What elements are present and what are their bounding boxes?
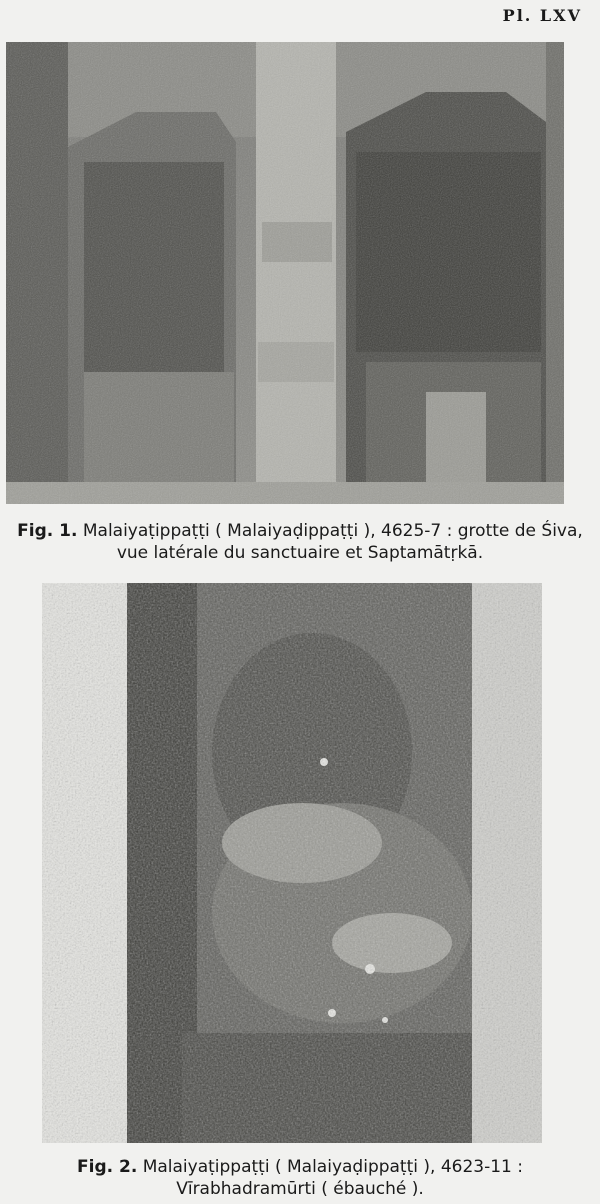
figure-2-number: Fig. 2.: [77, 1157, 138, 1177]
figure-2-caption: [0, 1156, 600, 1200]
figure-1-caption-line-2: vue latérale du sanctuaire et Saptamātṛkā.: [116, 543, 484, 563]
figure-1-caption-line-1: [0, 520, 600, 542]
figure-2-caption-line-2: Vīrabhadramūrti ( ébauché ).: [176, 1179, 424, 1199]
figure-2-photo: [42, 583, 542, 1143]
figure-1-photo: [6, 42, 564, 504]
figure-1-caption: [0, 520, 600, 564]
figure-2-caption-text-1: Malaiyaṭippaṭṭi ( Malaiyaḍippaṭṭi ), 4623-11 :: [142, 1157, 523, 1177]
figure-1-caption-text-1: Malaiyaṭippaṭṭi ( Malaiyaḍippaṭṭi ), 4625-7 : grotte de Śiva,: [82, 521, 583, 541]
figure-2-caption-line-1: [0, 1156, 600, 1178]
cave-shrine-image: [6, 42, 564, 504]
figure-1-number: Fig. 1.: [17, 521, 78, 541]
rock-carving-image: [42, 583, 542, 1143]
plate-number: Pl. LXV: [502, 6, 582, 25]
